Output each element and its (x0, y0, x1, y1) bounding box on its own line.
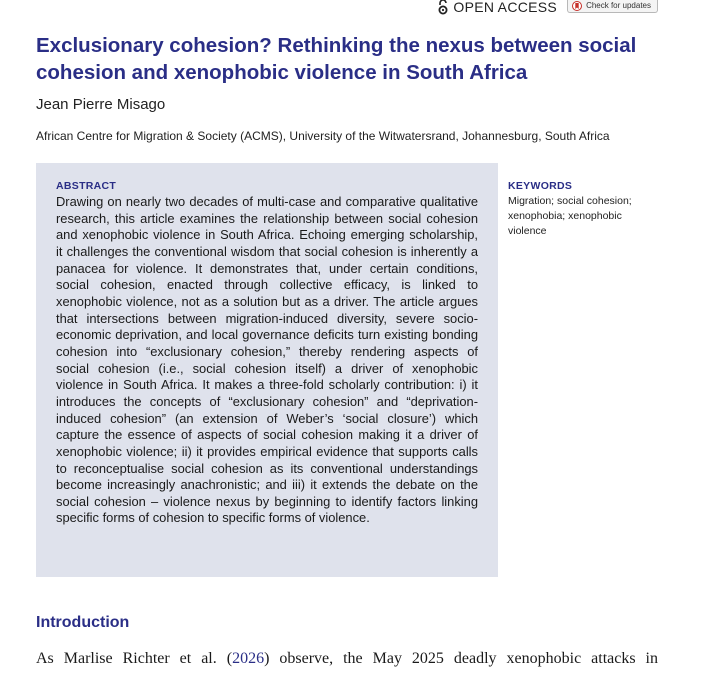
keywords-section (508, 180, 658, 239)
intro-text-before: As Marlise Richter et al. ( (36, 650, 233, 667)
keywords-list: Migration; social cohesion; xenophobia; xenophobic violence (508, 195, 632, 237)
introduction-paragraph (36, 648, 658, 670)
top-bar (437, 0, 658, 16)
author-name[interactable]: Jean Pierre Misago (36, 96, 166, 113)
abstract-text: Drawing on nearly two decades of multi-case and comparative qualitative research, this article examines the relationship between social cohesion and xenophobic violence in South Africa. Echoing emerging scholarship, it challenges the conventional wisdom that social cohesion is inherently a panacea for violence. It demonstrates that, under certain conditions, social cohesion, enacted through collective efficacy, is linked to xenophobic violence, not as a solution but as a driver. The article argues that intersections between migration-induced diversity, severe socio-economic deprivation, and local governance deficits turn existing bonding cohesion into “exclusionary cohesion,” thereby rendering aspects of social cohesion (i.e., social cohesion itself) a driver of xenophobic violence in South Africa. It makes a three-fold scholarly contribution: i) it introduces the concepts of “exclusionary cohesion” and “deprivation-induced cohesion” (an extension of Weber’s ‘social closure’) which capture the essence of aspects of social cohesion making it a driver of xenophobic violence; ii) it provides empirical evidence that supports calls to reconceptualise social cohesion as its conventional understandings become increasingly anachronistic; and iii) it extends the debate on the social cohesion – violence nexus by beginning to identify factors linking specific forms of cohesion to specific forms of violence. (56, 194, 478, 526)
abstract-box (36, 163, 498, 577)
check-for-updates-button[interactable] (567, 0, 658, 13)
citation-link[interactable]: 2026 (232, 650, 265, 667)
open-access-badge[interactable] (437, 0, 557, 15)
keywords-heading: KEYWORDS (508, 180, 573, 192)
check-for-updates-label: Check for updates (586, 1, 651, 10)
open-access-lock-icon (437, 0, 449, 15)
article-title: Exclusionary cohesion? Rethinking the nexus between social cohesion and xenophobic violence in South Africa (36, 34, 637, 84)
intro-text-after: ) observe, the May 2025 deadly xenophobic attacks in (264, 650, 659, 667)
crossmark-icon (572, 1, 582, 11)
open-access-label: OPEN ACCESS (453, 0, 558, 15)
introduction-heading: Introduction (36, 614, 130, 631)
author-affiliation: African Centre for Migration & Society (ACMS), University of the Witwatersrand, Johannesburg, South Africa (36, 129, 610, 143)
abstract-heading: ABSTRACT (56, 180, 117, 192)
